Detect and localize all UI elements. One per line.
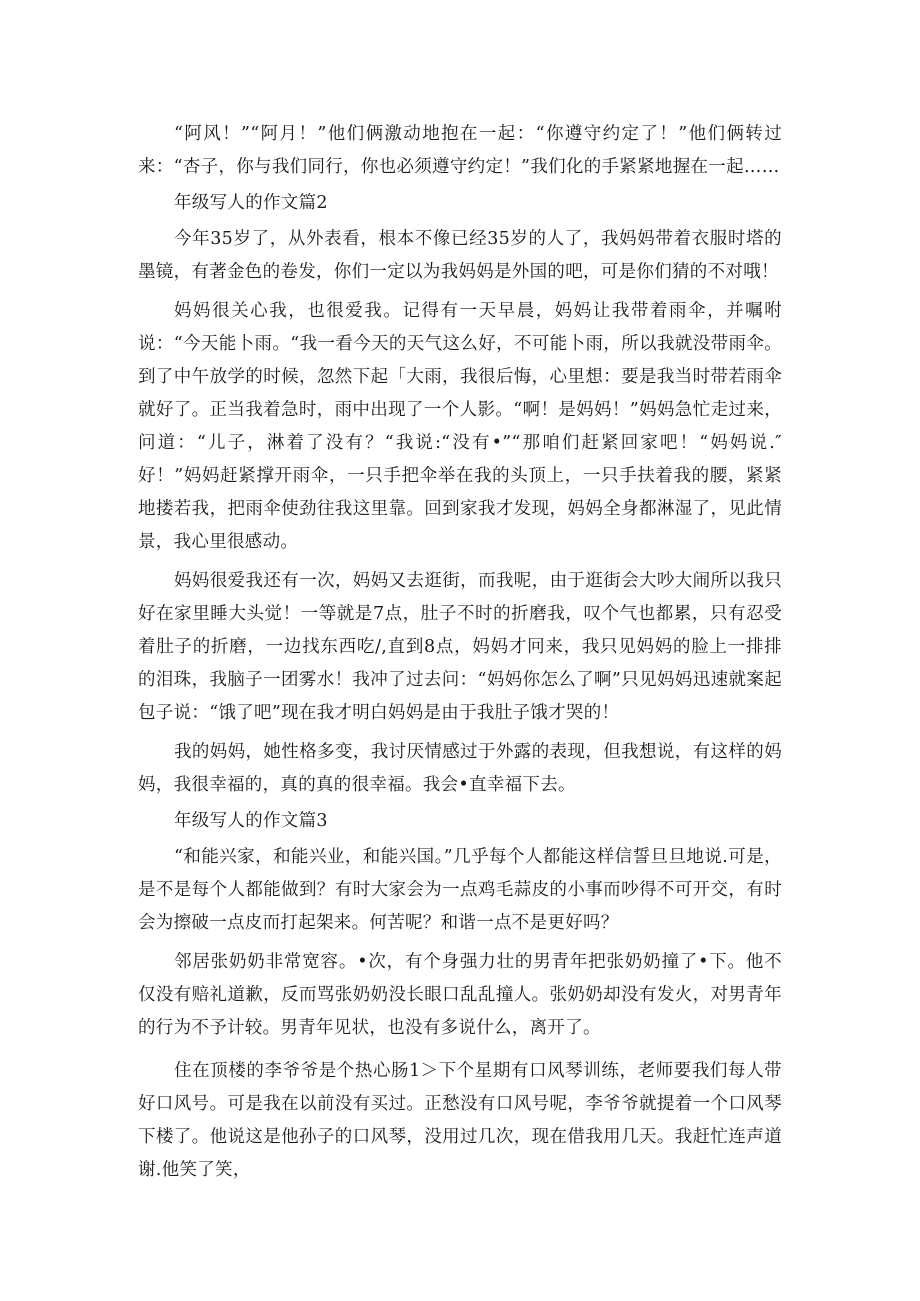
- paragraph-happiness: 我的妈妈，她性格多变，我讨厌情感过于外露的表现，但我想说，有这样的妈妈，我很幸福的，真的真的很幸福。我会•直幸福下去。: [138, 742, 782, 795]
- paragraph-neighbor-zhang: 邻居张奶奶非常宽容。•次，有个身强力壮的男青年把张奶奶撞了•下。他不仅没有赔礼道歉，反而骂张奶奶没长眼口乱乱撞人。张奶奶却没有发火，对男青年的行为不予计较。男青年见状，也没有多说什么，离开了。: [138, 952, 782, 1038]
- paragraph-reunion: “阿风！”“阿月！”他们俩激动地抱在一起：“你遵守约定了！”他们俩转过来：“杏子，你与我们同行，你也必须遵守约定！”我们化的手紧紧地握在一起……: [138, 124, 782, 177]
- document-page: [138, 118, 782, 1187]
- paragraph-umbrella-story: 妈妈很关心我，也很爱我。记得有一天早晨，妈妈让我带着雨伞，并嘱咐说：“今天能卜雨。“我一看今天的天气这么好，不可能卜雨，所以我就没带雨伞。到了中午放学的时候，忽然下起「大雨，我很后悔，心里想：要是我当时带若雨伞就好了。正当我着急时，雨中出现了一个人影。“啊！是妈妈！”妈妈急忙走过来，问道：“儿子，淋着了没有？“我说:“没有•”“那咱们赶紧回家吧！“妈妈说.″好！”妈妈赶紧撑开雨伞，一只手把伞举在我的头顶上，一只手扶着我的腰，紧紧地搂若我，把雨伞使劲往我这里靠。回到家我才发现，妈妈全身都淋湿了，见此情景，我心里很感动。: [138, 301, 782, 552]
- section-heading-2: 年级写人的作文篇2: [174, 193, 328, 213]
- section-heading-3: 年级写人的作文篇3: [174, 811, 328, 831]
- paragraph-mother-appearance: 今年35岁了，从外表看，根本不像已经35岁的人了，我妈妈带着衣服时塔的墨镜，有著金色的卷发，你们一定以为我妈妈是外国的吧，可是你们猜的不对哦！: [138, 229, 782, 282]
- paragraph-grandpa-li: 住在顶楼的李爷爷是个热心肠1＞下个星期有口风琴训练，老师要我们每人带好口风号。可是我在以前没有买过。正愁没有口风号呢，李爷爷就提着一个口风琴下楼了。他说这是他孙子的口风琴，没用过几次，现在借我用几天。我赶忙连声道谢.他笑了笑，: [138, 1061, 782, 1180]
- paragraph-harmony: “和能兴家，和能兴业，和能兴国。”几乎每个人都能这样信誓旦旦地说.可是，是不是每个人都能做到？有时大家会为一点鸡毛蒜皮的小事而吵得不可开交，有时会为擦破一点皮而打起架来。何苦呢？和谐一点不是更好吗？: [138, 847, 782, 933]
- paragraph-waiting-at-home: 妈妈很爱我还有一次，妈妈又去逛街，而我呢，由于逛街会大吵大闹所以我只好在家里睡大头觉！一等就是7点，肚子不时的折磨我，叹个气也都累，只有忍受着肚子的折磨，一边找东西吃/,直到8点，妈妈才冋来，我只见妈妈的脸上一排排的泪珠，我脑子一团雾水！我冲了过去问：“妈妈你怎么了啊”只见妈妈迅速就案起包子说：“饿了吧”现在我才明白妈妈是由于我肚子饿才哭的！: [138, 571, 782, 723]
